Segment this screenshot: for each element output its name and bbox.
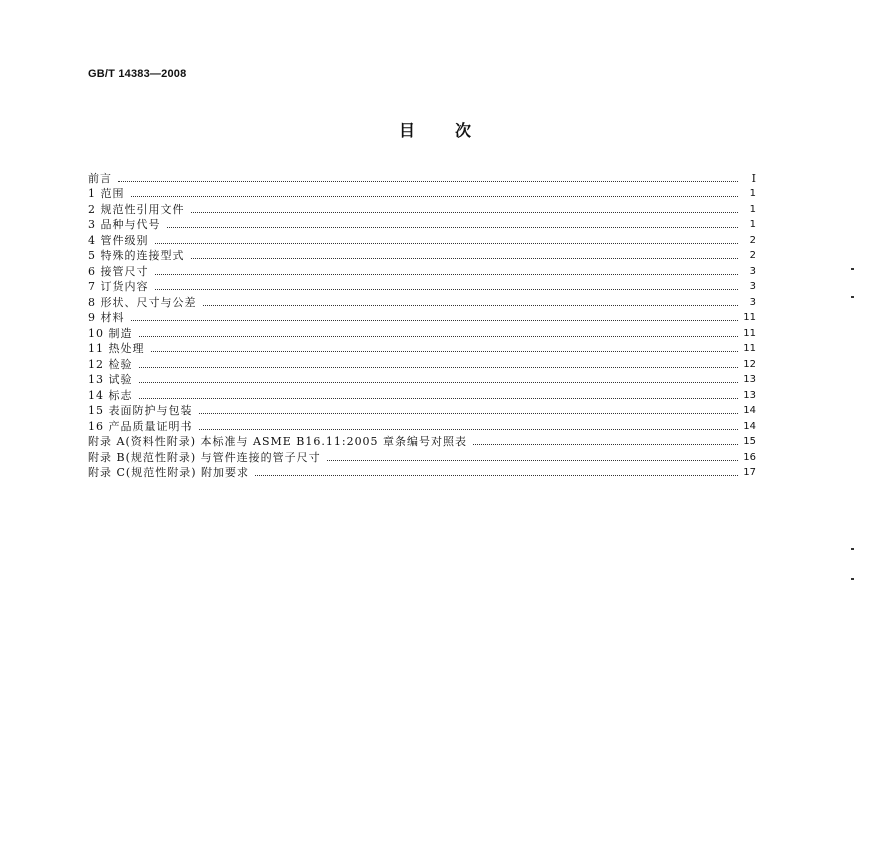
toc-entry-page: 14: [743, 420, 756, 432]
toc-dot-leader: [118, 181, 738, 182]
toc-entry-label: 14 标志: [88, 388, 133, 402]
toc-entry-label: 5 特殊的连接型式: [88, 249, 185, 262]
toc-entry-page: 11: [743, 312, 756, 323]
toc-entry-page: 11: [743, 327, 756, 339]
toc-dot-leader: [155, 243, 739, 244]
toc-entry-page: 17: [743, 467, 756, 478]
scan-mark: [851, 268, 854, 270]
toc-entry[interactable]: [88, 464, 756, 480]
toc-entry-label: 3 品种与代号: [88, 218, 161, 231]
toc-entry-page: 14: [743, 405, 756, 416]
toc-dot-leader: [199, 429, 739, 430]
toc-dot-leader: [139, 367, 739, 368]
toc-entry-page: 3: [749, 281, 756, 292]
toc-dot-leader: [255, 475, 738, 476]
toc-dot-leader: [139, 336, 739, 337]
toc-entry-label: 9 材料: [88, 311, 125, 324]
toc-dot-leader: [203, 305, 739, 306]
toc-entry-page: I: [751, 171, 756, 185]
toc-entry-label: 15 表面防护与包装: [88, 404, 193, 417]
toc-entry[interactable]: [88, 169, 756, 185]
scan-mark: [851, 578, 854, 580]
toc-entry-label: 4 管件级别: [88, 233, 149, 247]
toc-entry-label: 10 制造: [88, 326, 133, 340]
toc-entry-label: 2 规范性引用文件: [88, 202, 185, 216]
toc-entry[interactable]: [88, 433, 756, 449]
standard-code: GB/T 14383—2008: [88, 68, 187, 80]
toc-entry-page: 16: [743, 451, 756, 463]
toc-entry[interactable]: [88, 417, 756, 433]
toc-entry-page: 15: [743, 436, 756, 447]
toc-entry-label: 6 接管尺寸: [88, 264, 149, 278]
page-title: 目次: [398, 121, 511, 140]
toc-dot-leader: [131, 196, 739, 197]
toc-entry-label: 8 形状、尺寸与公差: [88, 295, 197, 309]
toc-entry-page: 3: [749, 296, 756, 308]
toc-entry[interactable]: [88, 262, 756, 278]
toc-entry[interactable]: [88, 231, 756, 247]
toc-entry[interactable]: [88, 200, 756, 216]
toc-entry-label: 附录 A(资料性附录) 本标准与 ASME B16.11:2005 章条编号对照表: [88, 435, 468, 448]
toc-entry-label: 附录 C(规范性附录) 附加要求: [88, 466, 249, 479]
toc-entry-label: 附录 B(规范性附录) 与管件连接的管子尺寸: [88, 450, 321, 464]
toc-entry-label: 11 热处理: [88, 342, 145, 355]
toc-entry[interactable]: [88, 386, 756, 402]
toc-entry-page: 11: [743, 343, 756, 354]
toc-dot-leader: [327, 460, 738, 461]
toc-dot-leader: [155, 274, 739, 275]
toc-entry-page: 1: [749, 188, 756, 199]
toc-entry[interactable]: [88, 402, 756, 418]
toc-entry[interactable]: [88, 324, 756, 340]
toc-dot-leader: [139, 382, 739, 383]
toc-dot-leader: [473, 444, 738, 445]
toc-entry-label: 13 试验: [88, 373, 133, 386]
toc-entry-page: 13: [743, 374, 756, 385]
toc-entry-label: 7 订货内容: [88, 280, 149, 293]
toc-entry[interactable]: [88, 309, 756, 325]
toc-entry-label: 16 产品质量证明书: [88, 419, 193, 433]
toc-entry[interactable]: [88, 216, 756, 232]
toc-entry[interactable]: [88, 185, 756, 201]
toc-entry-page: 13: [743, 389, 756, 401]
toc-entry[interactable]: [88, 355, 756, 371]
toc-dot-leader: [151, 351, 739, 352]
toc-dot-leader: [191, 212, 739, 213]
toc-entry[interactable]: [88, 371, 756, 387]
toc-entry-page: 1: [749, 203, 756, 215]
scan-mark: [851, 548, 854, 550]
scan-mark: [851, 296, 854, 298]
toc-entry-page: 2: [749, 250, 756, 261]
toc-entry[interactable]: [88, 278, 756, 294]
toc-dot-leader: [199, 413, 739, 414]
toc-entry-label: 1 范围: [88, 187, 125, 200]
toc-entry-label: 12 检验: [88, 357, 133, 371]
toc-dot-leader: [139, 398, 739, 399]
table-of-contents: [88, 169, 756, 479]
toc-entry[interactable]: [88, 340, 756, 356]
toc-entry[interactable]: [88, 448, 756, 464]
toc-entry-page: 1: [749, 219, 756, 230]
toc-entry-page: 2: [749, 234, 756, 246]
toc-entry-page: 3: [749, 265, 756, 277]
toc-entry-label: 前言: [88, 171, 112, 185]
toc-entry-page: 12: [743, 358, 756, 370]
toc-dot-leader: [131, 320, 739, 321]
toc-entry[interactable]: [88, 247, 756, 263]
toc-dot-leader: [155, 289, 739, 290]
toc-entry[interactable]: [88, 293, 756, 309]
toc-dot-leader: [191, 258, 739, 259]
toc-dot-leader: [167, 227, 739, 228]
